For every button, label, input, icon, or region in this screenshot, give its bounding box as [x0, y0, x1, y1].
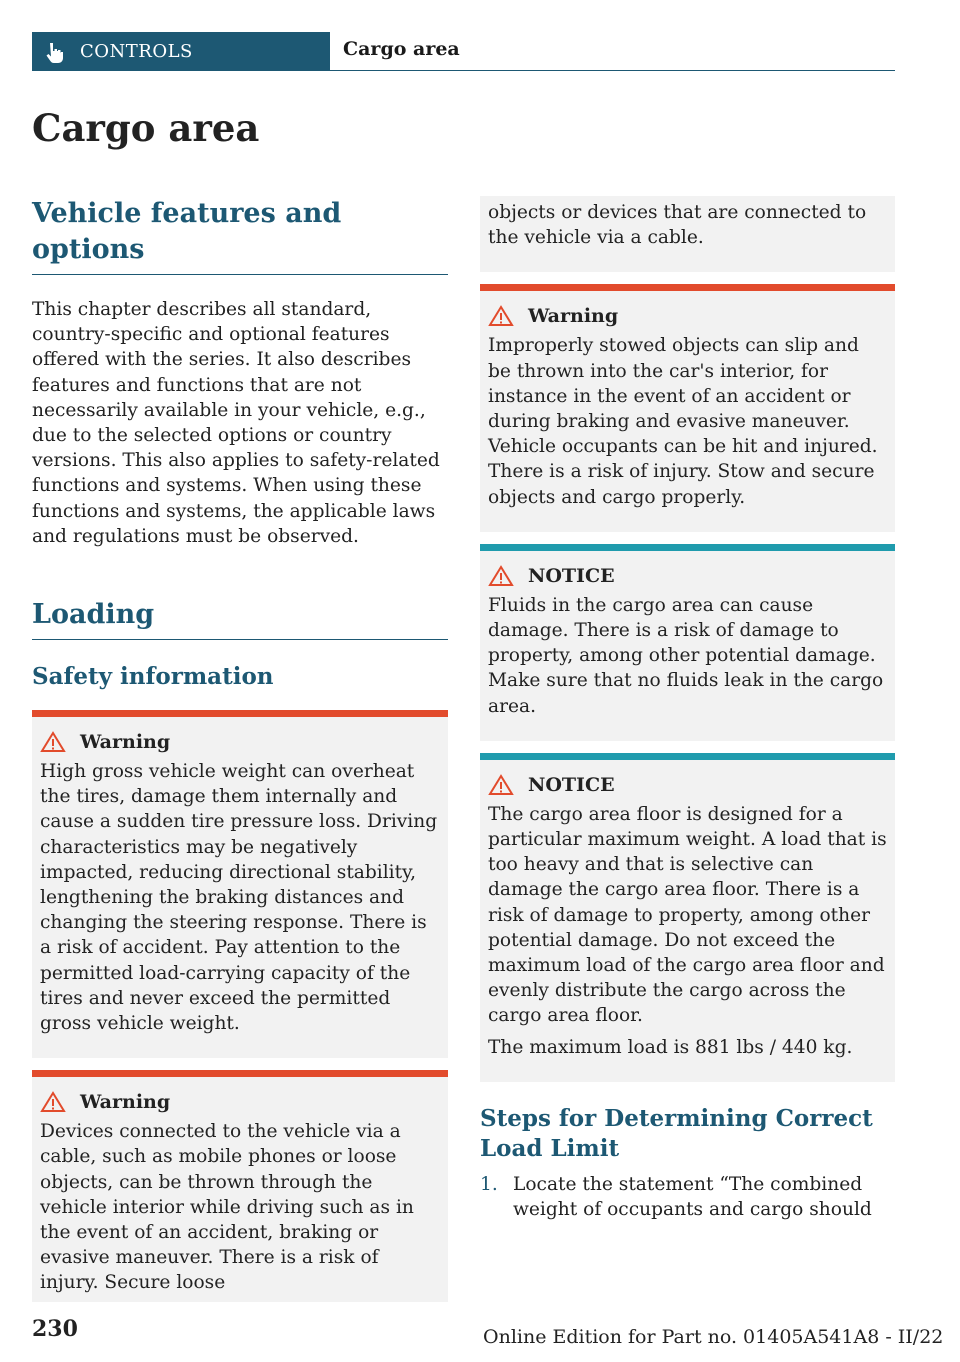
notice-text: Fluids in the cargo area can cause damage. There is a risk of damage to property, among other potential damage. Make sure that no fluids leak in the cargo area.: [488, 594, 884, 717]
header-rule: [330, 70, 895, 71]
section-label: CONTROLS: [80, 41, 193, 62]
warning-title: Warning: [528, 305, 619, 328]
hand-pointer-icon: [42, 41, 64, 63]
notice-box-floor-load: [480, 753, 895, 1082]
warning-triangle-icon: [488, 305, 514, 327]
right-column: [480, 196, 895, 1222]
warning-triangle-icon: [488, 774, 514, 796]
header-topic: Cargo area: [343, 38, 460, 60]
heading-loading: Loading: [32, 597, 448, 640]
notice-box-fluids: [480, 544, 895, 741]
warning-header: [40, 1091, 440, 1113]
warning-box-connected-devices: [32, 1070, 448, 1301]
warning-box-stowed-objects: [480, 284, 895, 531]
left-column: [32, 196, 448, 1302]
list-text: Locate the statement “The combined weight of occupants and cargo should: [513, 1173, 872, 1221]
list-number: 1.: [480, 1173, 498, 1195]
section-tab: [32, 32, 330, 71]
notice-title: NOTICE: [528, 773, 615, 796]
notice-header: [488, 774, 887, 796]
warning-triangle-icon: [40, 1091, 66, 1113]
page-number: 230: [32, 1316, 78, 1342]
page-title: Cargo area: [32, 106, 260, 150]
heading-steps-load-limit: Steps for Determining Correct Load Limit: [480, 1104, 873, 1162]
warning-header: [40, 731, 440, 753]
warning-title: Warning: [80, 731, 171, 754]
warning-text-continued: objects or devices that are connected to the vehicle via a cable.: [488, 202, 867, 249]
notice-title: NOTICE: [528, 564, 615, 587]
warning-text: Improperly stowed objects can slip and be thrown into the car's interior, for instance in the event of an accident or during braking and evasive maneuver. Vehicle occupants can be hit and injured. There is a risk of injury. Stow and secure objects and cargo properly.: [488, 335, 878, 508]
edition-footer: Online Edition for Part no. 01405A541A8 - II/22: [483, 1326, 944, 1348]
notice-header: [488, 565, 887, 587]
warning-box-continued: [480, 196, 895, 272]
notice-text: The cargo area floor is designed for a particular maximum weight. A load that is too heavy and that is selective can damage the cargo area floor. There is a risk of damage to property, among other potential damage. Do not exceed the maximum load of the cargo area floor and evenly distribute the cargo across the cargo area floor.: [488, 803, 887, 1027]
heading-vehicle-features: Vehicle features and options: [32, 196, 448, 275]
warning-text: High gross vehicle weight can overheat the tires, damage them internally and cause a sudden tire pressure loss. Driving characteristics may be negatively impacted, reducing directional stability, lengthening the braking distances and changing the steering response. There is a risk of accident. Pay attention to the permitted load-carrying capacity of the tires and never exceed the permitted gross vehicle weight.: [40, 761, 438, 1035]
features-paragraph: This chapter describes all standard, country-specific and optional features offered with the series. It also describes features and functions that are not necessarily available in your vehicle, e.g., due to the selected options or country versions. This also applies to safety-related functions and systems. When using these functions and systems, the applicable laws and regulations must be observed.: [32, 299, 440, 547]
warning-title: Warning: [80, 1091, 171, 1114]
warning-header: [488, 305, 887, 327]
heading-safety-information: Safety information: [32, 663, 274, 691]
warning-triangle-icon: [488, 565, 514, 587]
list-item: [480, 1172, 895, 1222]
warning-box-gross-weight: [32, 710, 448, 1058]
max-load-text: The maximum load is 881 lbs / 440 kg.: [488, 1036, 853, 1058]
warning-text: Devices connected to the vehicle via a cable, such as mobile phones or loose objects, can be thrown through the vehicle interior while driving such as in the event of an accident, braking or evasive maneuver. There is a risk of injury. Secure loose: [40, 1121, 414, 1294]
warning-triangle-icon: [40, 731, 66, 753]
